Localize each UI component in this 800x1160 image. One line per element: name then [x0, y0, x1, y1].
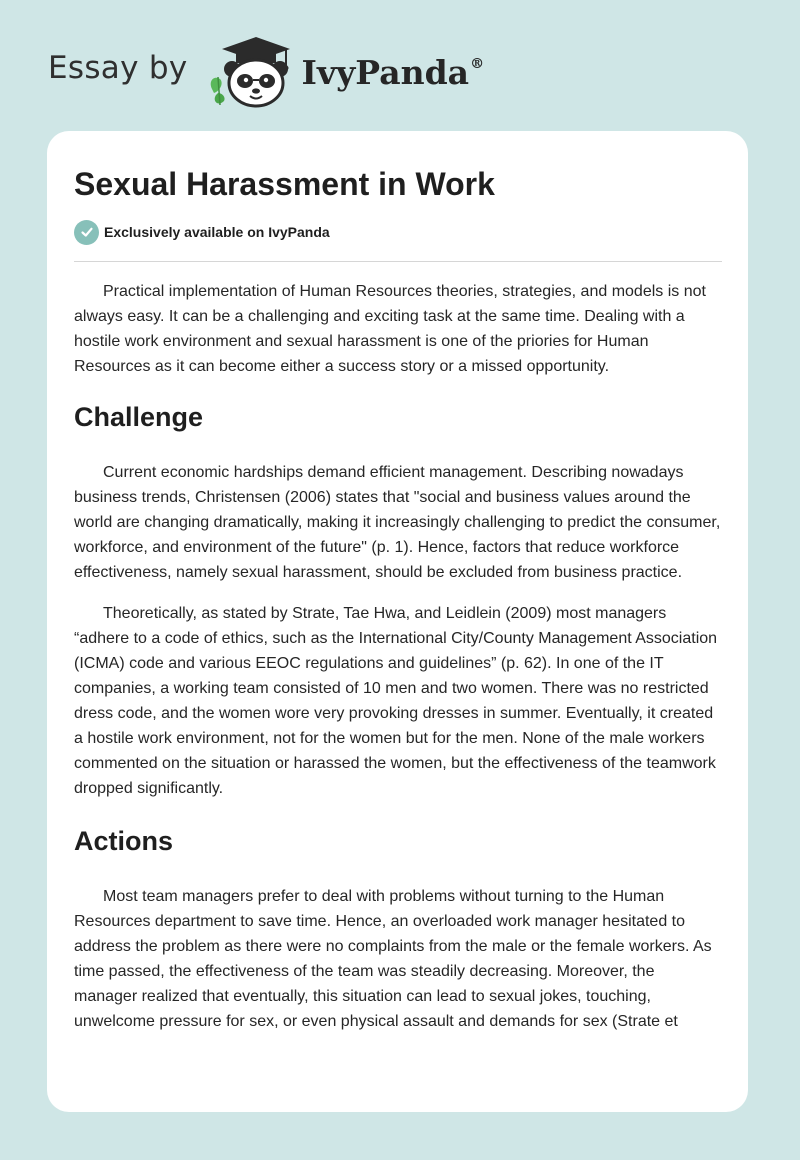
challenge-paragraph-1: Current economic hardships demand efficient management. Describing nowadays business trends, Christensen (2006) states that "social and business values around the world are changing dramatically, making it increasingly challenging to predict the consumer, workforce, and environment of the future" (p. 1). Hence, factors that reduce workforce effectiveness, namely sexual harassment, should be excluded from business practice. [74, 464, 721, 581]
check-icon [74, 220, 99, 245]
challenge-paragraph-2: Theoretically, as stated by Strate, Tae Hwa, and Leidlein (2009) most managers “adhere to a code of ethics, such as the International City/County Management Association (ICMA) code and various EEOC regulations and guidelines” (p. 62). In one of the IT companies, a working team consisted of 10 men and two women. There was no restricted dress code, and the women wore very provoking dresses in summer. Eventually, it created a hostile work environment, not for the women but for the men. None of the male workers commented on the situation or harassed the women, but the effectiveness of the teamwork dropped significantly. [74, 605, 718, 797]
section-heading-challenge: Challenge [74, 402, 204, 432]
intro-paragraph: Practical implementation of Human Resources theories, strategies, and models is not always easy. It can be a challenging and exciting task at the same time. Dealing with a hostile work environment and sexual harassment is one of the priories for Human Resources as it can become either a success story or a missed opportunity. [74, 283, 706, 375]
brand-name[interactable] [302, 53, 485, 92]
badge-text: Exclusively available on IvyPanda [104, 224, 330, 240]
essay-by-label: Essay by [48, 50, 188, 86]
actions-paragraph-1: Most team managers prefer to deal with problems without turning to the Human Resources department to save time. Hence, an overloaded work manager hesitated to address the problem as there were no complaints from the male or the female workers. As time passed, the effectiveness of the team was steadily decreasing. Moreover, the manager realized that eventually, this situation can lead to sexual jokes, touching, unwelcome pressure for sex, or even physical assault and demands for sex (Strate et [74, 888, 712, 1030]
panda-graduate-icon[interactable] [202, 31, 296, 109]
section-heading-actions: Actions [74, 826, 174, 856]
brand-label: IvyPanda [301, 52, 470, 92]
title-divider [74, 261, 722, 262]
page-title: Sexual Harassment in Work [74, 166, 495, 202]
exclusive-badge [74, 219, 721, 245]
article-card [47, 131, 748, 1112]
site-header [48, 30, 484, 110]
registered-mark: ® [470, 55, 485, 72]
